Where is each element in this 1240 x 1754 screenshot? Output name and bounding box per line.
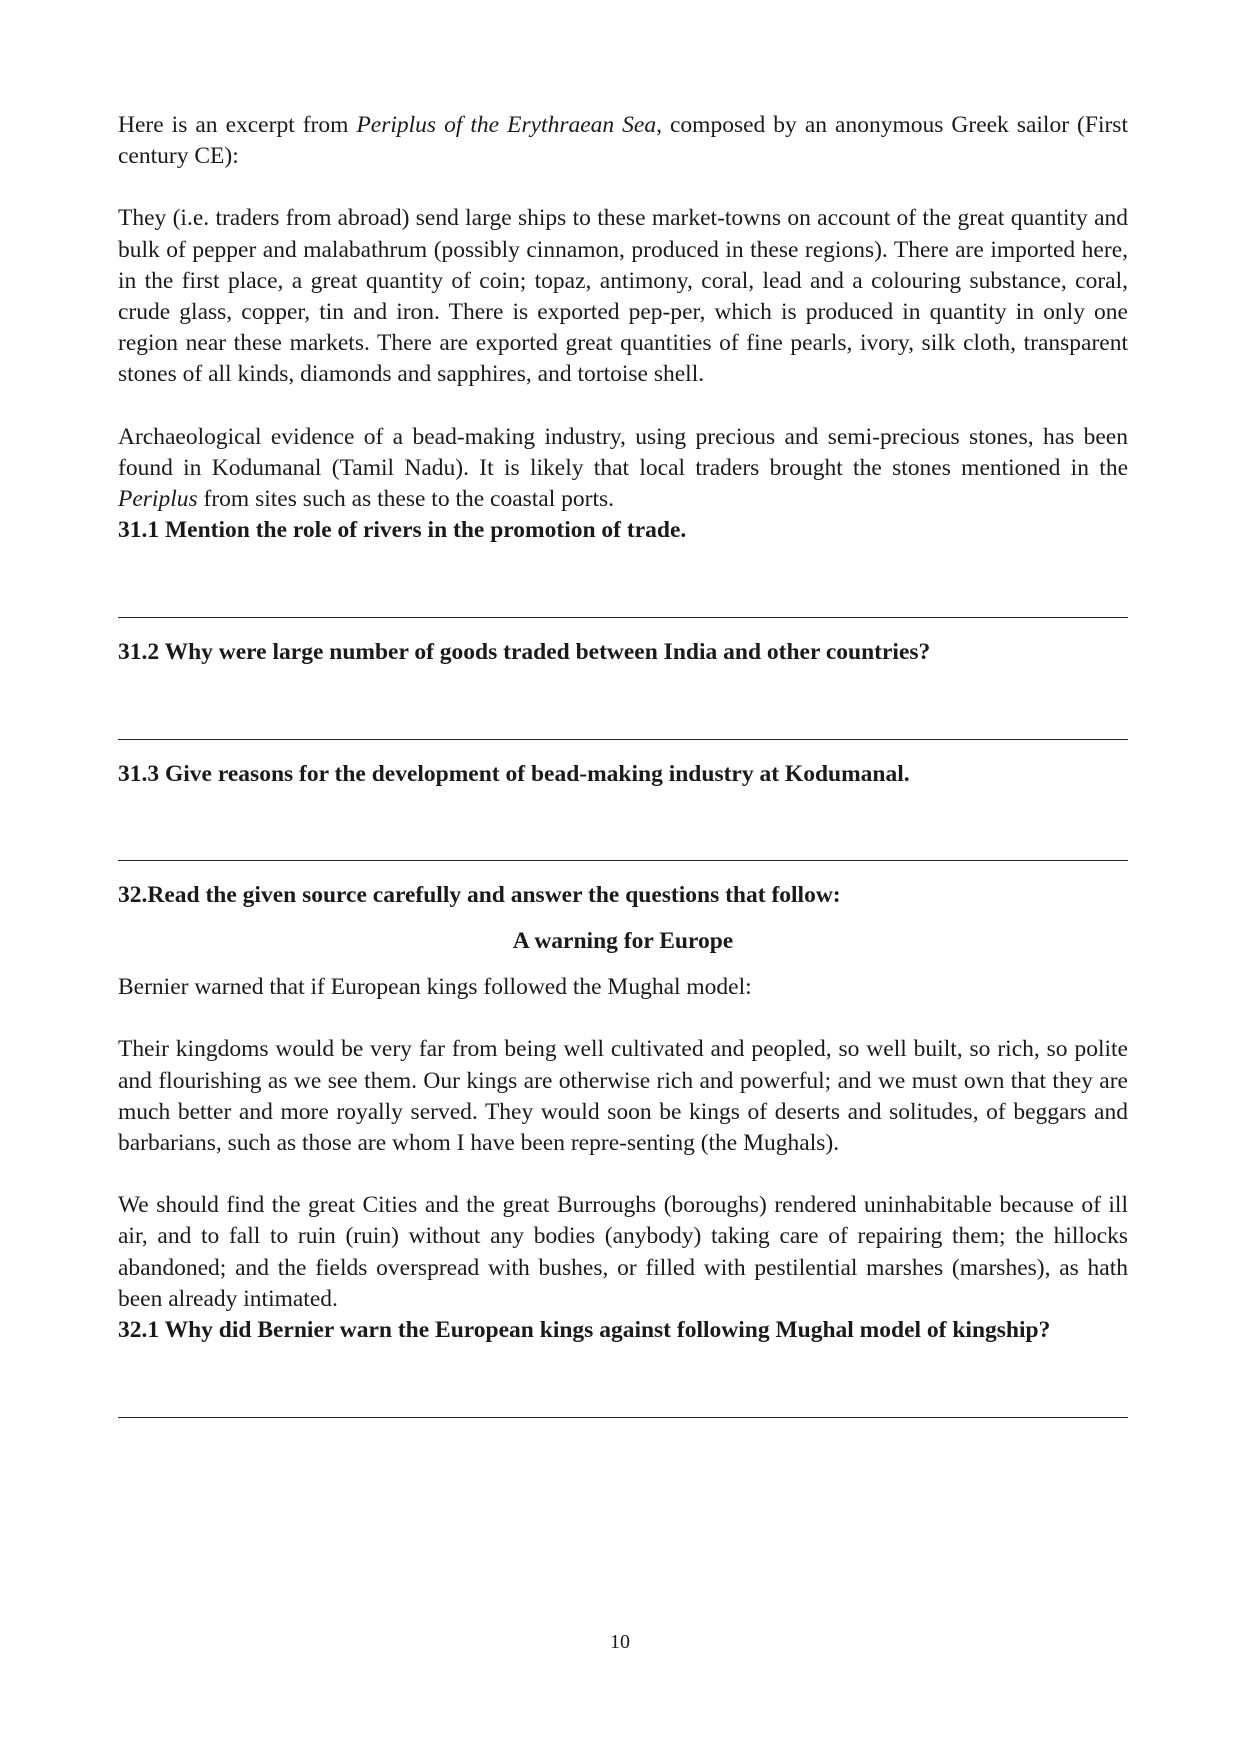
- question-31-2: 31.2 Why were large number of goods traded between India and other countries?: [118, 639, 931, 666]
- intro-text-end: , composed by an anonymous Greek sailor (First century CE):: [118, 112, 1128, 170]
- intro-text: Here is an excerpt from: [118, 112, 357, 138]
- excerpt-paragraph: They (i.e. traders from abroad) send large ships to these market-towns on account of the great quantity and bulk of pepper and malabathrum (possibly cinnamon, produced in these regions). There are imported here, in the first place, a great quantity of coin; topaz, antimony, coral, lead and a colouring substance, coral, crude glass, copper, tin and iron. There is exported pep-per, which is produced in quantity in only one region near these markets. There are exported great quantities of fine pearls, ivory, silk cloth, transparent stones of all kinds, diamonds and sapphires, and tortoise shell.: [118, 205, 1128, 388]
- archaeology-text-end: from sites such as these to the coastal ports.: [197, 486, 615, 513]
- source-paragraph-1: Their kingdoms would be very far from being well cultivated and peopled, so well built, so rich, so polite and flourishing as we see them. Our kings are otherwise rich and powerful; and we must own that they are much better and more royally served. They would soon be kings of deserts and solitudes, of beggars and barbarians, such as those are whom I have been repre-senting (the Mughals).: [118, 1036, 1128, 1157]
- source-title: A warning for Europe: [512, 928, 734, 955]
- question-31-3: 31.3 Give reasons for the development of bead-making industry at Kodumanal.: [118, 760, 910, 787]
- archaeology-paragraph: [118, 422, 1128, 516]
- archaeology-title: Periplus: [118, 486, 198, 513]
- source-lead: Bernier warned that if European kings followed the Mughal model:: [118, 974, 752, 1001]
- question-32-heading: 32.Read the given source carefully and answer the questions that follow:: [118, 881, 841, 908]
- intro-paragraph: [118, 110, 1128, 172]
- document-body: [118, 110, 1128, 1418]
- page-number: 10: [610, 1631, 630, 1653]
- archaeology-text: Archaeological evidence of a bead-making industry, using precious and semi-precious stones, has been found in Kodumanal (Tamil Nadu). It is likely that local traders brought the stones mentioned in the: [118, 423, 1128, 481]
- question-32-1: 32.1 Why did Bernier warn the European kings against following Mughal model of kingship?: [118, 1317, 1051, 1344]
- question-31-1: 31.1 Mention the role of rivers in the promotion of trade.: [118, 517, 687, 544]
- intro-title: Periplus of the Erythraean Sea: [356, 112, 657, 138]
- source-paragraph-2: We should find the great Cities and the great Burroughs (boroughs) rendered uninhabitable because of ill air, and to fall to ruin (ruin) without any bodies (anybody) taking care of repairing them; the hillocks abandoned; and the fields overspread with bushes, or filled with pestilential marshes (marshes), as hath been already intimated.: [118, 1192, 1128, 1312]
- answer-line-32-1: [118, 1417, 1128, 1418]
